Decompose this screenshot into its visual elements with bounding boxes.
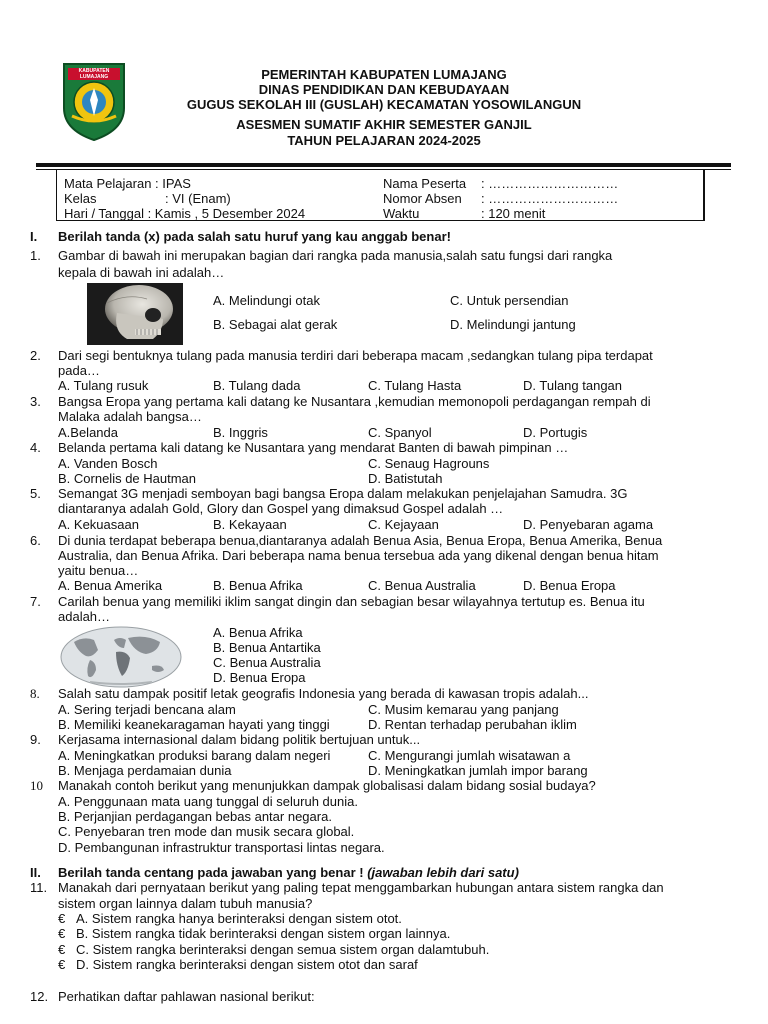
q1-option-a: A. Melindungi otak (213, 293, 320, 308)
q11-text-1: Manakah dari pernyataan berikut yang paling tepat menggambarkan hubungan antara sistem rangka dan (58, 880, 664, 895)
header-line-5: TAHUN PELAJARAN 2024-2025 (287, 133, 481, 148)
header-line-3: GUGUS SEKOLAH III (GUSLAH) KECAMATAN YOSOWILANGUN (186, 97, 582, 112)
logo-text: KABUPATEN LUMAJANG (78, 68, 110, 80)
header-rule-thick (36, 163, 731, 167)
q8-number: 8. (30, 686, 40, 701)
q1-text-1: Gambar di bawah ini merupakan bagian dari rangka pada manusia,salah satu fungsi dari rangka (58, 248, 613, 263)
q8-option-c: C. Musim kemarau yang panjang (368, 702, 559, 717)
info-name-field: : ………………………… (481, 176, 619, 191)
info-subject: Mata Pelajaran : IPAS (64, 176, 191, 191)
q6-option-a: A. Benua Amerika (58, 578, 163, 593)
q5-option-c: C. Kejayaan (368, 517, 439, 532)
q3-option-d: D. Portugis (523, 425, 588, 440)
section-1-title: Berilah tanda (x) pada salah satu huruf yang kau anggab benar! (58, 229, 451, 244)
q2-text-2: pada… (58, 363, 100, 378)
q9-number: 9. (30, 732, 41, 747)
section-2-note: (jawaban lebih dari satu) (367, 865, 519, 880)
info-class-label: Kelas (64, 191, 97, 206)
q11-text-2: sistem organ lainnya dalam tubuh manusia? (58, 896, 313, 911)
q6-text-1: Di dunia terdapat beberapa benua,diantaranya adalah Benua Asia, Benua Eropa, Benua Amerika, Benua (58, 533, 663, 548)
q8-option-d: D. Rentan terhadap perubahan iklim (368, 717, 577, 732)
q9-text-1: Kerjasama internasional dalam bidang politik bertujuan untuk... (58, 732, 421, 747)
q7-option-b: B. Benua Antartika (213, 640, 321, 655)
q8-text-1: Salah satu dampak positif letak geografis Indonesia yang berada di kawasan tropis adalah... (58, 686, 589, 701)
q5-option-a: A. Kekuasaan (58, 517, 139, 532)
section-2-title-text: Berilah tanda centang pada jawaban yang benar ! (58, 865, 368, 880)
q11-checkbox-b[interactable]: € (58, 926, 66, 941)
header-line-1: PEMERINTAH KABUPATEN LUMAJANG (261, 67, 507, 82)
info-class-value: : VI (Enam) (165, 191, 231, 206)
q2-text-1: Dari segi bentuknya tulang pada manusia terdiri dari beberapa macam ,sedangkan tulang pipa terdapat (58, 348, 653, 363)
q2-number: 2. (30, 348, 41, 363)
header-rule-thin (36, 169, 731, 170)
q11-checkbox-a[interactable]: € (58, 911, 66, 926)
q5-text-2: diantaranya adalah Gold, Glory dan Gospel yang dimaksud Gospel adalah … (58, 501, 504, 516)
q10-option-b: B. Perjanjian perdagangan bebas antar negara. (58, 809, 332, 824)
q11-number: 11. (30, 880, 48, 895)
q9-option-b: B. Menjaga perdamaian dunia (58, 763, 232, 778)
q3-option-c: C. Spanyol (368, 425, 432, 440)
q7-option-c: C. Benua Australia (213, 655, 321, 670)
q8-option-b: B. Memiliki keanekaragaman hayati yang tinggi (58, 717, 330, 732)
section-1-number: I. (30, 229, 38, 244)
info-date: Hari / Tanggal : Kamis , 5 Desember 2024 (64, 206, 306, 221)
q6-text-3: yaitu benua… (58, 563, 139, 578)
q10-text-1: Manakah contoh berikut yang menunjukkan dampak globalisasi dalam bidang sosial budaya? (58, 778, 596, 793)
q11-checkbox-c[interactable]: € (58, 942, 66, 957)
q1-option-d: D. Melindungi jantung (450, 317, 576, 332)
q5-number: 5. (30, 486, 41, 501)
q12-number: 12. (30, 989, 49, 1004)
header-line-4: ASESMEN SUMATIF AKHIR SEMESTER GANJIL (236, 117, 532, 132)
q4-text-1: Belanda pertama kali datang ke Nusantara yang mendarat Banten di bawah pimpinan … (58, 440, 569, 455)
q11-option-b: B. Sistem rangka tidak berinteraksi dengan sistem organ lainnya. (76, 926, 451, 941)
q2-option-c: C. Tulang Hasta (368, 378, 462, 393)
q9-option-c: C. Mengurangi jumlah wisatawan a (368, 748, 571, 763)
q3-number: 3. (30, 394, 41, 409)
q11-option-a: A. Sistem rangka hanya berinteraksi dengan sistem otot. (76, 911, 402, 926)
q5-option-d: D. Penyebaran agama (523, 517, 654, 532)
q7-number: 7. (30, 594, 41, 609)
skull-image (87, 283, 183, 345)
q6-option-c: C. Benua Australia (368, 578, 476, 593)
q8-option-a: A. Sering terjadi bencana alam (58, 702, 236, 717)
q7-option-a: A. Benua Afrika (213, 625, 303, 640)
info-name-label: Nama Peserta (383, 176, 467, 191)
q1-text-2: kepala di bawah ini adalah… (58, 265, 225, 280)
q9-option-a: A. Meningkatkan produksi barang dalam negeri (58, 748, 331, 763)
info-box-left-border (56, 170, 57, 220)
q4-option-b: B. Cornelis de Hautman (58, 471, 197, 486)
q11-option-c: C. Sistem rangka berinteraksi dengan semua sistem organ dalamtubuh. (76, 942, 490, 957)
section-2-title (58, 865, 519, 880)
info-time-value: : 120 menit (481, 206, 546, 221)
info-box-right-border (703, 170, 705, 220)
q4-option-a: A. Vanden Bosch (58, 456, 158, 471)
header-line-2: DINAS PENDIDIKAN DAN KEBUDAYAAN (258, 82, 510, 97)
q1-option-b: B. Sebagai alat gerak (213, 317, 338, 332)
q2-option-b: B. Tulang dada (213, 378, 301, 393)
q6-option-b: B. Benua Afrika (213, 578, 303, 593)
info-absen-field: : ………………………… (481, 191, 619, 206)
q1-option-c: C. Untuk persendian (450, 293, 569, 308)
section-2-number: II. (30, 865, 41, 880)
q4-option-d: D. Batistutah (368, 471, 443, 486)
q6-number: 6. (30, 533, 41, 548)
q7-option-d: D. Benua Eropa (213, 670, 306, 685)
info-absen-label: Nomor Absen (383, 191, 462, 206)
info-time-label: Waktu (383, 206, 420, 221)
q4-option-c: C. Senaug Hagrouns (368, 456, 490, 471)
q4-number: 4. (30, 440, 41, 455)
q11-option-d: D. Sistem rangka berinteraksi dengan sistem otot dan saraf (76, 957, 418, 972)
q12-text-1: Perhatikan daftar pahlawan nasional berikut: (58, 989, 315, 1004)
q6-option-d: D. Benua Eropa (523, 578, 616, 593)
world-map-image (60, 626, 182, 688)
q5-option-b: B. Kekayaan (213, 517, 287, 532)
q1-number: 1. (30, 248, 41, 263)
q10-option-a: A. Penggunaan mata uang tunggal di seluruh dunia. (58, 794, 358, 809)
q3-option-a: A.Belanda (58, 425, 118, 440)
q10-number: 10 (30, 778, 43, 793)
q3-text-2: Malaka adalah bangsa… (58, 409, 202, 424)
q2-option-d: D. Tulang tangan (523, 378, 623, 393)
q6-text-2: Australia, dan Benua Afrika. Dari beberapa nama benua tersebua ada yang dikenal dengan benua hitam (58, 548, 659, 563)
q7-text-1: Carilah benua yang memiliki iklim sangat dingin dan sebagian besar wilayahnya tertutup es. Benua itu (58, 594, 645, 609)
q3-text-1: Bangsa Eropa yang pertama kali datang ke Nusantara ,kemudian memonopoli perdagangan rempah di (58, 394, 651, 409)
q3-option-b: B. Inggris (213, 425, 268, 440)
q2-option-a: A. Tulang rusuk (58, 378, 149, 393)
q10-option-d: D. Pembangunan infrastruktur transportasi lintas negara. (58, 840, 385, 855)
q7-text-2: adalah… (58, 609, 111, 624)
q11-checkbox-d[interactable]: € (58, 957, 66, 972)
q9-option-d: D. Meningkatkan jumlah impor barang (368, 763, 588, 778)
q10-option-c: C. Penyebaran tren mode dan musik secara global. (58, 824, 355, 839)
q5-text-1: Semangat 3G menjadi semboyan bagi bangsa Eropa dalam melakukan penjelajahan Samudra. 3G (58, 486, 628, 501)
